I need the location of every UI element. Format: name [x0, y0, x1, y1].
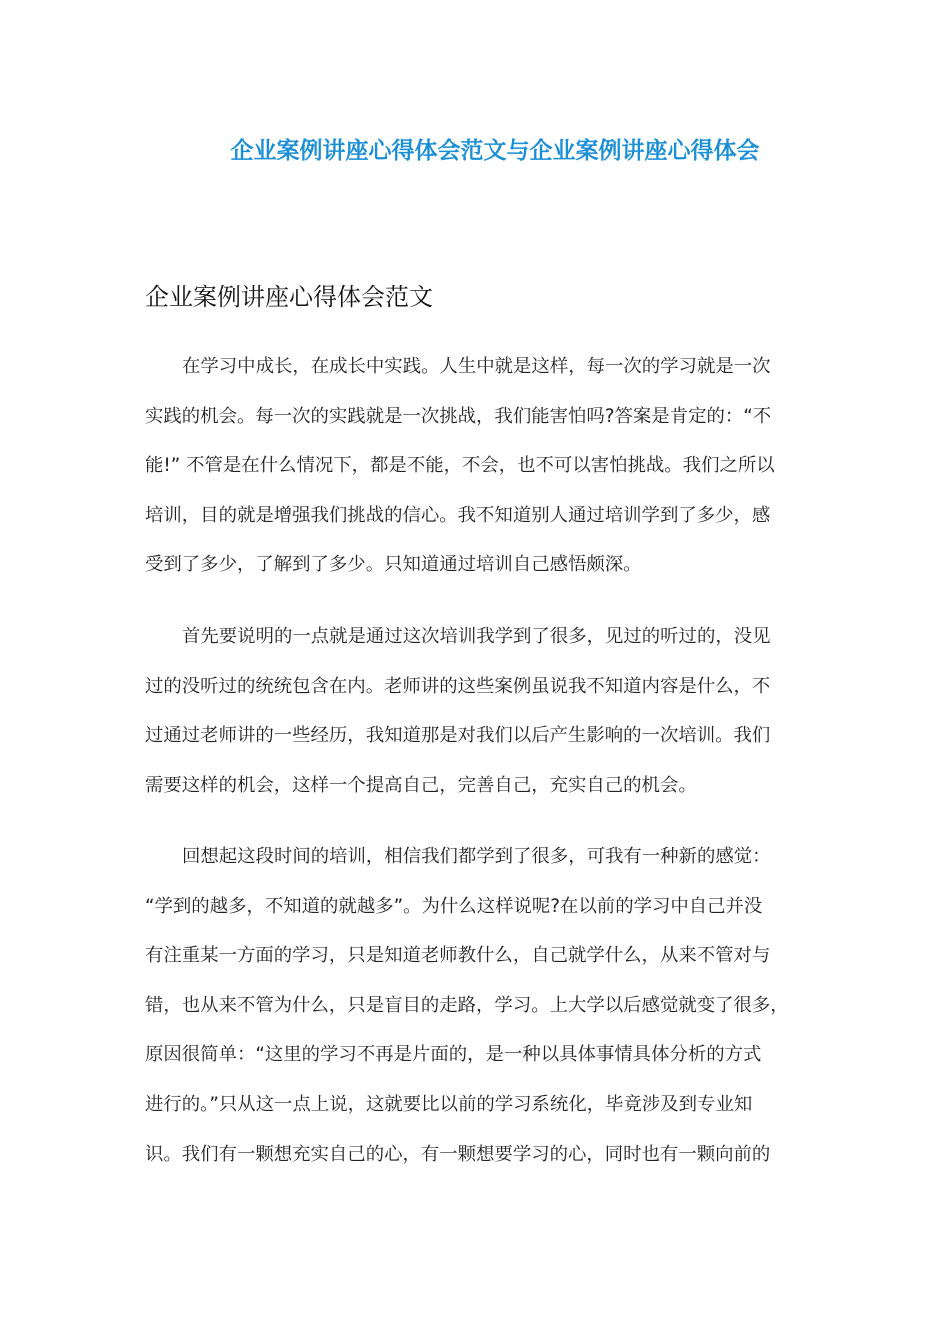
paragraph-line: 实践的机会。每一次的实践就是一次挑战，我们能害怕吗?答案是肯定的：“不 [145, 405, 772, 427]
paragraph-line: 过的没听过的统统包含在内。老师讲的这些案例虽说我不知道内容是什么，不 [145, 675, 771, 697]
paragraph-line: 在学习中成长，在成长中实践。人生中就是这样，每一次的学习就是一次 [182, 356, 771, 377]
paragraph-line: 回想起这段时间的培训，相信我们都学到了很多，可我有一种新的感觉： [182, 846, 771, 867]
document-title: 企业案例讲座心得体会范文与企业案例讲座心得体会 [230, 138, 760, 164]
paragraph-1 [145, 342, 807, 590]
paragraph-line: 错，也从来不管为什么，只是盲目的走路，学习。上大学以后感觉就变了很多， [145, 994, 789, 1016]
paragraph-line: 过通过老师讲的一些经历，我知道那是对我们以后产生影响的一次培训。我们 [145, 725, 771, 747]
paragraph-line: 有注重某一方面的学习，只是知道老师教什么，自己就学什么，从来不管对与 [145, 945, 771, 967]
paragraph-line: 识。我们有一颗想充实自己的心，有一颗想要学习的心，同时也有一颗向前的 [145, 1143, 771, 1165]
section-heading: 企业案例讲座心得体会范文 [145, 283, 433, 311]
paragraph-3 [145, 832, 807, 1179]
paragraph-line: 能!” 不管是在什么情况下，都是不能，不会，也不可以害怕挑战。我们之所以 [145, 455, 775, 477]
paragraph-line: 培训，目的就是增强我们挑战的信心。我不知道别人通过培训学到了多少，感 [145, 504, 771, 526]
paragraph-line: 受到了多少，了解到了多少。只知道通过培训自己感悟颇深。 [145, 554, 642, 576]
paragraph-2 [145, 612, 807, 810]
paragraph-line: “学到的越多，不知道的就越多”。为什么这样说呢?在以前的学习中自己并没 [145, 895, 763, 917]
paragraph-line: 首先要说明的一点就是通过这次培训我学到了很多，见过的听过的，没见 [182, 626, 771, 647]
paragraph-line: 需要这样的机会，这样一个提高自己，完善自己，充实自己的机会。 [145, 774, 697, 796]
paragraph-line: 原因很简单：“这里的学习不再是片面的，是一种以具体事情具体分析的方式 [145, 1044, 762, 1066]
paragraph-line: 进行的。”只从这一点上说，这就要比以前的学习系统化，毕竟涉及到专业知 [145, 1093, 753, 1115]
